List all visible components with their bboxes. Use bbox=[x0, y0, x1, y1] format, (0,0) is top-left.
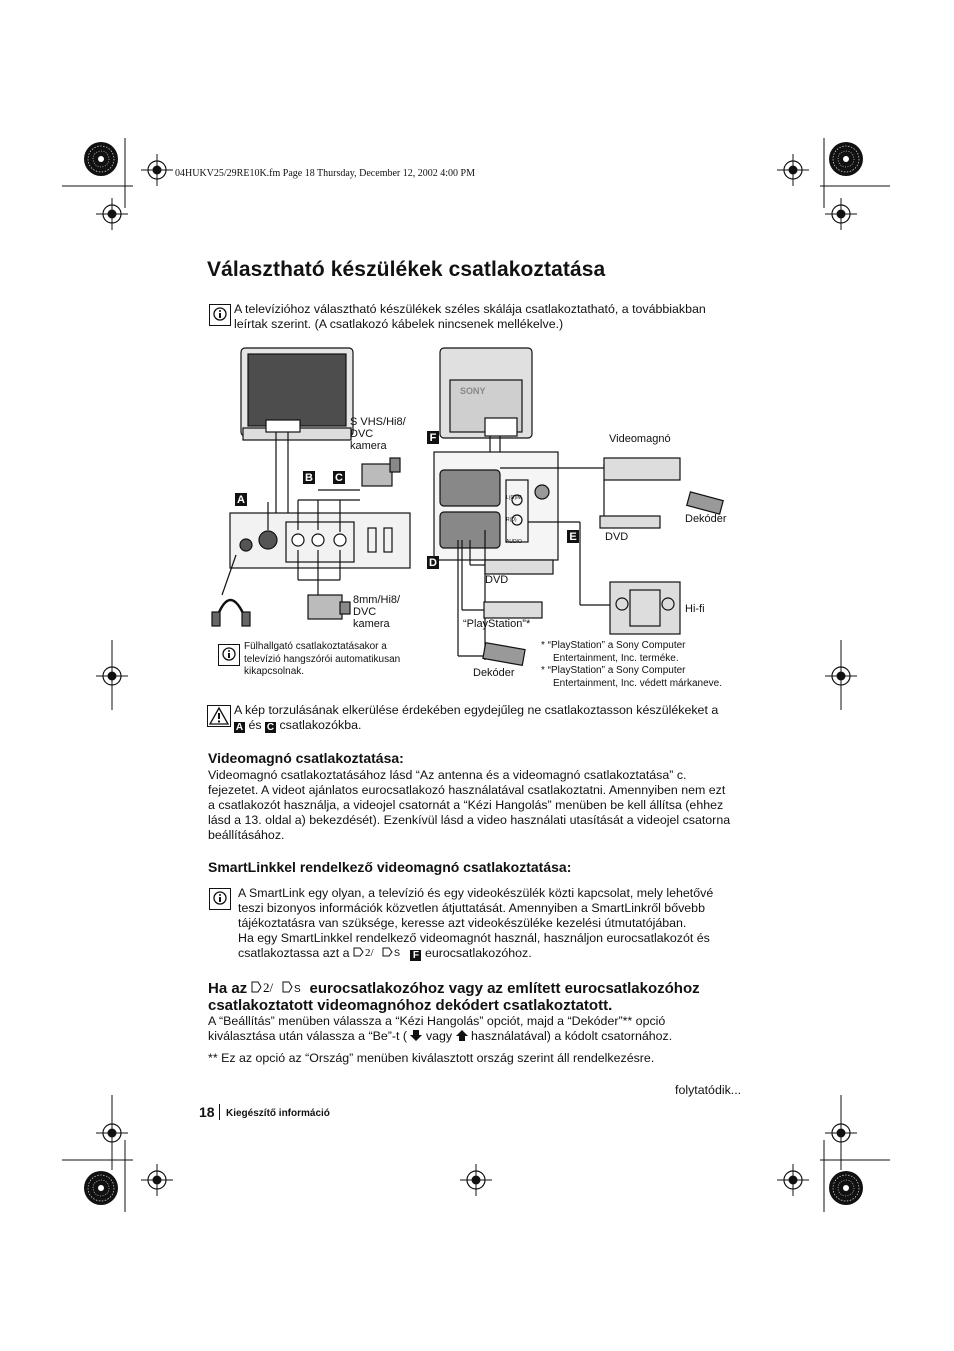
warning-tail: csatlakozókba. bbox=[279, 718, 362, 732]
cam8-label-line: kamera bbox=[353, 618, 390, 630]
playstation-label: “PlayStation”* bbox=[463, 618, 531, 630]
page-number: 18 bbox=[199, 1104, 215, 1120]
svg-text:S: S bbox=[394, 948, 401, 958]
tv-brand: SONY bbox=[460, 386, 486, 396]
connector-c: C bbox=[333, 471, 345, 484]
connector-a-inline: A bbox=[235, 722, 244, 733]
connector-e: E bbox=[567, 530, 579, 543]
footer-divider bbox=[219, 1104, 220, 1120]
rear-panel-labels bbox=[506, 487, 522, 553]
intro-line-2: leírtak szerint. (A csatlakozó kábelek nincsenek mellékelve.) bbox=[234, 317, 564, 331]
smartlink-suffix: eurocsatlakozóhoz. bbox=[424, 946, 532, 960]
svhs-label-line: S VHS/Hi8/ bbox=[350, 416, 406, 428]
footer-section: Kiegészítő információ bbox=[226, 1108, 330, 1119]
svhs-label-line: DVC bbox=[350, 428, 374, 440]
body-line: a csatlakozót használja, a videojel csatornát a “Kézi Hangolás” menüben be kell állítsa (ehhez bbox=[208, 798, 724, 812]
footnote-line: Entertainment, Inc. terméke. bbox=[553, 652, 679, 664]
headphone-note-line: televízió hangszórói automatikusan bbox=[244, 653, 401, 665]
footnote-line: * “PlayStation” a Sony Computer bbox=[541, 640, 686, 651]
connector-f: F bbox=[427, 431, 439, 444]
connector-c-inline: C bbox=[266, 722, 275, 733]
decoder-title-line-2: csatlakoztatott videomagnóhoz dekódert csatlakoztatott. bbox=[208, 997, 613, 1014]
footnotes bbox=[541, 640, 751, 690]
section-decoder-body bbox=[208, 1014, 758, 1044]
cam8-label-line: DVC bbox=[353, 606, 377, 618]
footnote-line: * “PlayStation” a Sony Computer bbox=[541, 665, 686, 676]
svg-text:S: S bbox=[294, 984, 302, 994]
section-videomagno-body bbox=[208, 768, 758, 843]
connector-a: A bbox=[235, 493, 247, 506]
dvd-label-1: DVD bbox=[605, 531, 629, 543]
body-line: A SmartLink egy olyan, a televízió és egy videokészülék közti kapcsolat, mely lehetővé bbox=[238, 886, 714, 900]
decoder-footnote: ** Ez az opció az “Ország” menüben kiválasztott ország szerint áll rendelkezésre. bbox=[208, 1051, 655, 1065]
decoder-line-a: kiválasztása után válassza a “Be”-t ( bbox=[208, 1029, 408, 1043]
info-icon bbox=[218, 644, 240, 666]
headphone-note bbox=[244, 641, 444, 679]
body-line bbox=[208, 1029, 758, 1044]
page-title: Választható készülékek csatlakoztatása bbox=[207, 258, 606, 281]
warning-text bbox=[234, 703, 754, 733]
section-decoder-title bbox=[208, 980, 768, 1014]
headphone-note-line: Fülhallgató csatlakoztatásakor a bbox=[244, 641, 387, 652]
body-line: lásd a 13. oldal a) bekezdését). Ezenkívül lásd a video használati utasítását a videojel csatorna bbox=[208, 813, 731, 827]
8mm-camera-label bbox=[353, 594, 400, 630]
panel-label-r: R(D) bbox=[506, 517, 517, 523]
info-icon bbox=[209, 888, 231, 910]
smartlink-prefix: csatlakoztassa azt a bbox=[238, 946, 350, 960]
arrow-up-icon bbox=[456, 1030, 468, 1041]
body-line: teszi bizonyos információk közvetlen átjuttatását. Amennyiben a SmartLinkről bővebb bbox=[238, 901, 705, 915]
intro-line-1: A televízióhoz választható készülékek széles skálája csatlakoztatható, a továbbiakban bbox=[234, 302, 706, 316]
body-line: beállításához. bbox=[208, 828, 285, 842]
body-line: Videomagnó csatlakoztatásához lásd “Az antenna és a videomagnó csatlakoztatása” c. bbox=[208, 768, 687, 782]
cam8-label-line: 8mm/Hi8/ bbox=[353, 594, 401, 606]
hifi-label: Hi-fi bbox=[685, 603, 705, 615]
warning-and: és bbox=[248, 718, 262, 732]
svg-text:2/: 2/ bbox=[365, 947, 374, 958]
dekoder-label-2: Dekóder bbox=[473, 667, 515, 679]
dvd-label-2: DVD bbox=[485, 574, 509, 586]
footnote-line: Entertainment, Inc. védett márkaneve. bbox=[553, 677, 722, 689]
headphone-note-line: kikapcsolnak. bbox=[244, 666, 305, 677]
panel-label-l: L(G)/M bbox=[506, 495, 522, 501]
body-line: A “Beállítás” menüben válassza a “Kézi Hangolás” opciót, majd a “Dekóder”** opció bbox=[208, 1014, 666, 1028]
body-line: fejezetet. A videot ajánlatos eurocsatlakozó használatával csatlakoztatni. Amennyiben nem ezt bbox=[208, 783, 726, 797]
warning-line-1: A kép torzulásának elkerülése érdekében egydejűleg ne csatlakoztasson készülékeket a bbox=[234, 703, 719, 717]
decoder-title-suffix: eurocsatlakozóhoz vagy az említett eurocsatlakozóhoz bbox=[309, 980, 700, 997]
connector-f-inline: F bbox=[410, 950, 421, 961]
section-smartlink-body bbox=[238, 886, 758, 961]
body-line: Ha egy SmartLinkkel rendelkező videomagnót használ, használjon eurocsatlakozót és bbox=[238, 931, 710, 945]
decoder-title-prefix: Ha az bbox=[208, 980, 248, 997]
connector-d: D bbox=[427, 556, 439, 569]
svhs-camera-label bbox=[350, 416, 406, 452]
decoder-line-b: vagy bbox=[425, 1029, 453, 1043]
section-smartlink-title: SmartLinkkel rendelkező videomagnó csatlakoztatása: bbox=[208, 859, 572, 875]
arrow-down-icon bbox=[410, 1030, 422, 1041]
crop-info: 04HUKV25/29RE10K.fm Page 18 Thursday, December 12, 2002 4:00 PM bbox=[175, 168, 475, 179]
euro-connector-2-icon bbox=[251, 980, 305, 994]
warning-icon bbox=[207, 705, 231, 727]
videomagno-label: Videomagnó bbox=[609, 433, 671, 445]
section-videomagno-title: Videomagnó csatlakoztatása: bbox=[208, 750, 404, 766]
intro-text bbox=[234, 302, 754, 332]
euro-connector-2-icon bbox=[353, 946, 407, 958]
svg-text:2/: 2/ bbox=[263, 980, 274, 994]
dekoder-label-1: Dekóder bbox=[685, 513, 727, 525]
decoder-line-c: használatával) a kódolt csatornához. bbox=[471, 1029, 673, 1043]
body-line bbox=[238, 946, 758, 961]
continued-label: folytatódik... bbox=[675, 1083, 742, 1097]
info-icon bbox=[209, 304, 231, 326]
connector-b: B bbox=[303, 471, 315, 484]
body-line: tájékoztatásra van szüksége, keresse azt videokészüléke kezelési útmutatójában. bbox=[238, 916, 687, 930]
panel-label-audio: AUDIO bbox=[506, 539, 522, 545]
svhs-label-line: kamera bbox=[350, 440, 387, 452]
warning-line-2 bbox=[234, 718, 754, 733]
